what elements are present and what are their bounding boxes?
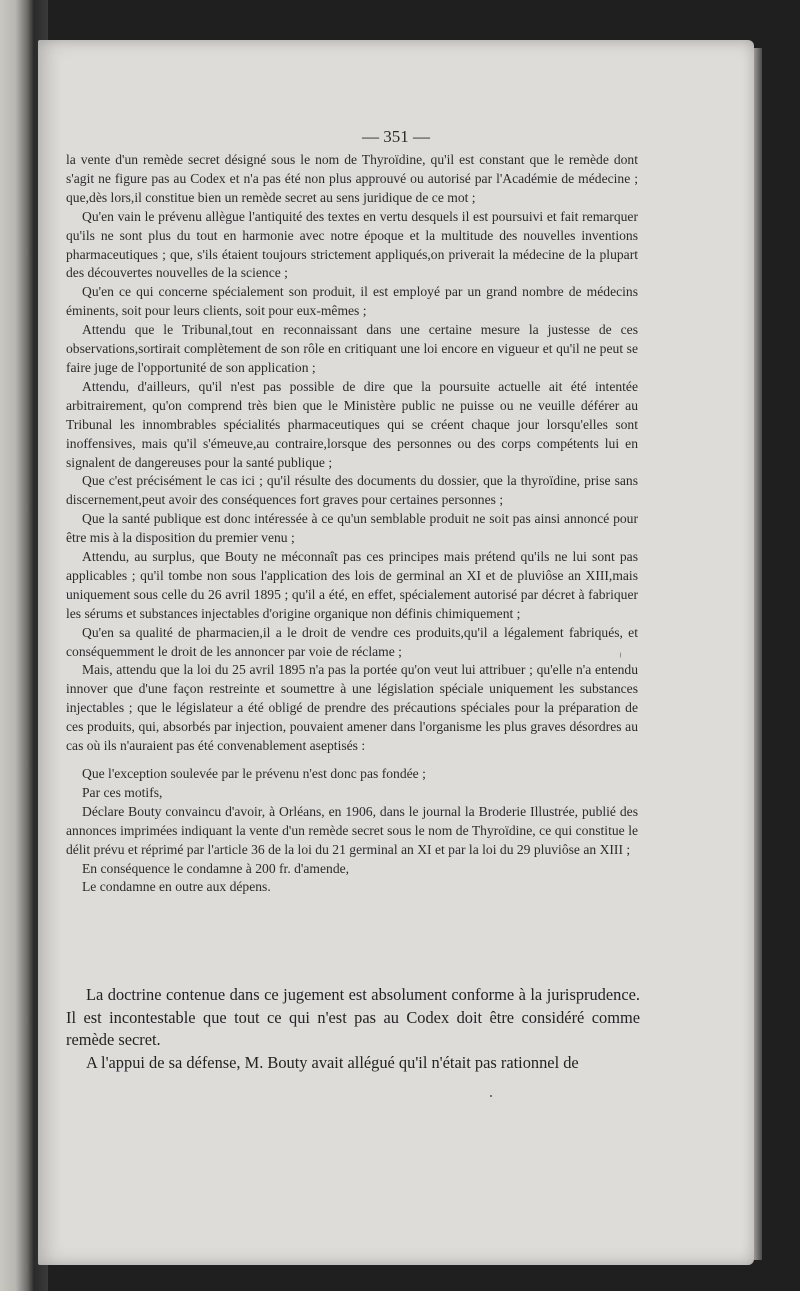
paragraph: Que la santé publique est donc intéressée à ce qu'un semblable produit ne soit pas ainsi annoncé pour être mis à la disposition du premier venu ; <box>66 511 638 546</box>
paragraph: Attendu, d'ailleurs, qu'il n'est pas possible de dire que la poursuite actuelle ait été intentée arbitrairement, qu'on comprend très bien que le Ministère public ne puisse ou ne veuille déférer au Tribunal les innombrables spécialités pharmaceutiques qui se créent chaque jour lorsqu'elles sont inoffensives, mais qu'il s'émeuve,au contraire,lorsque des personnes ou des corps compétents lui en signalent de dangereuses pour la santé publique ; <box>66 378 638 470</box>
judgment-text <box>66 151 638 897</box>
paragraph: Attendu que le Tribunal,tout en reconnaissant dans une certaine mesure la justesse de ces observations,sortirait complètement de son rôle en critiquant une loi encore en vigueur et qu'il ne peut se faire juge de l'opportunité de son application ; <box>66 322 638 375</box>
scan-speck <box>490 1095 492 1097</box>
verdict-line: En conséquence le condamne à 200 fr. d'amende, <box>82 860 350 876</box>
right-page-edge <box>754 48 762 1260</box>
paragraph: Qu'en vain le prévenu allègue l'antiquité des textes en vertu desquels il est poursuivi et fait remarquer qu'ils ne sont plus du tout en harmonie avec notre époque et la multitude des nouvelles inventions pharmaceutiques ; que, s'ils étaient toujours strictement appliqués,on priverait la médecine de la plupart des découvertes nouvelles de la science ; <box>66 208 638 281</box>
verdict-line: Par ces motifs, <box>82 784 163 800</box>
paragraph: Mais, attendu que la loi du 25 avril 1895 n'a pas la portée qu'on veut lui attribuer ; qu'elle n'a entendu innover que d'une façon restreinte et soumettre à une législation spéciale uniquement les substances injectables ; que le législateur a été obligé de prendre des précautions spéciales pour la préparation de ces produits, qui, absorbés par injection, pouvaient amener dans l'organisme les plus graves désordres au cas où ils n'auraient pas été convenablement aseptisés : <box>66 662 638 754</box>
verdict-line: Le condamne en outre aux dépens. <box>82 879 271 895</box>
paragraph: Que c'est précisément le cas ici ; qu'il résulte des documents du dossier, que la thyroïdine, prise sans discernement,peut avoir des conséquences fort graves pour certaines personnes ; <box>66 473 638 508</box>
commentary-paragraph: La doctrine contenue dans ce jugement est absolument conforme à la jurisprudence. Il est incontestable que tout ce qui n'est pas au Codex doit être considéré comme remède secret. <box>66 985 640 1049</box>
paragraph: Qu'en ce qui concerne spécialement son produit, il est employé par un grand nombre de médecins éminents, soit pour leurs clients, soit pour eux-mêmes ; <box>66 284 638 319</box>
left-page-edge <box>0 0 34 1291</box>
paragraph: Qu'en sa qualité de pharmacien,il a le droit de vendre ces produits,qu'il a légalement fabriqués, et conséquemment le droit de les annoncer par voie de réclame ; <box>66 624 638 659</box>
page-number: — 351 — <box>362 127 430 146</box>
scan-speck <box>620 652 621 658</box>
verdict-line: Déclare Bouty convaincu d'avoir, à Orléans, en 1906, dans le journal la Broderie Illustrée, publié des annonces imprimées indiquant la vente d'un remède secret sous le nom de Thyroïdine, ce qui constitue le délit prévu et réprimé par l'article 36 de la loi du 21 germinal an XI et par la loi du 29 pluviôse an XIII ; <box>66 803 638 857</box>
commentary-text <box>66 984 640 1074</box>
paragraph: Attendu, au surplus, que Bouty ne méconnaît pas ces principes mais prétend qu'ils ne lui sont pas applicables ; qu'il tombe non sous l'application des lois de germinal an XI et de pluviôse an XIII,mais uniquement sous celle du 26 avril 1895 ; qu'il a été, en effet, spécialement autorisé par décret à fabriquer les sérums et substances injectables d'origine organique non définis chimiquement ; <box>66 549 638 621</box>
verdict-line: Que l'exception soulevée par le prévenu n'est donc pas fondée ; <box>82 766 426 781</box>
scanned-page <box>38 40 754 1265</box>
paragraph: la vente d'un remède secret désigné sous le nom de Thyroïdine, qu'il est constant que le remède dont s'agit ne figure pas au Codex et n'a pas été non plus approuvé ou autorisé par l'Académie de médecine ; que,dès lors,il constitue bien un remède secret au sens juridique de ce mot ; <box>66 152 638 205</box>
commentary-paragraph: A l'appui de sa défense, M. Bouty avait allégué qu'il n'était pas rationnel de <box>86 1052 579 1072</box>
